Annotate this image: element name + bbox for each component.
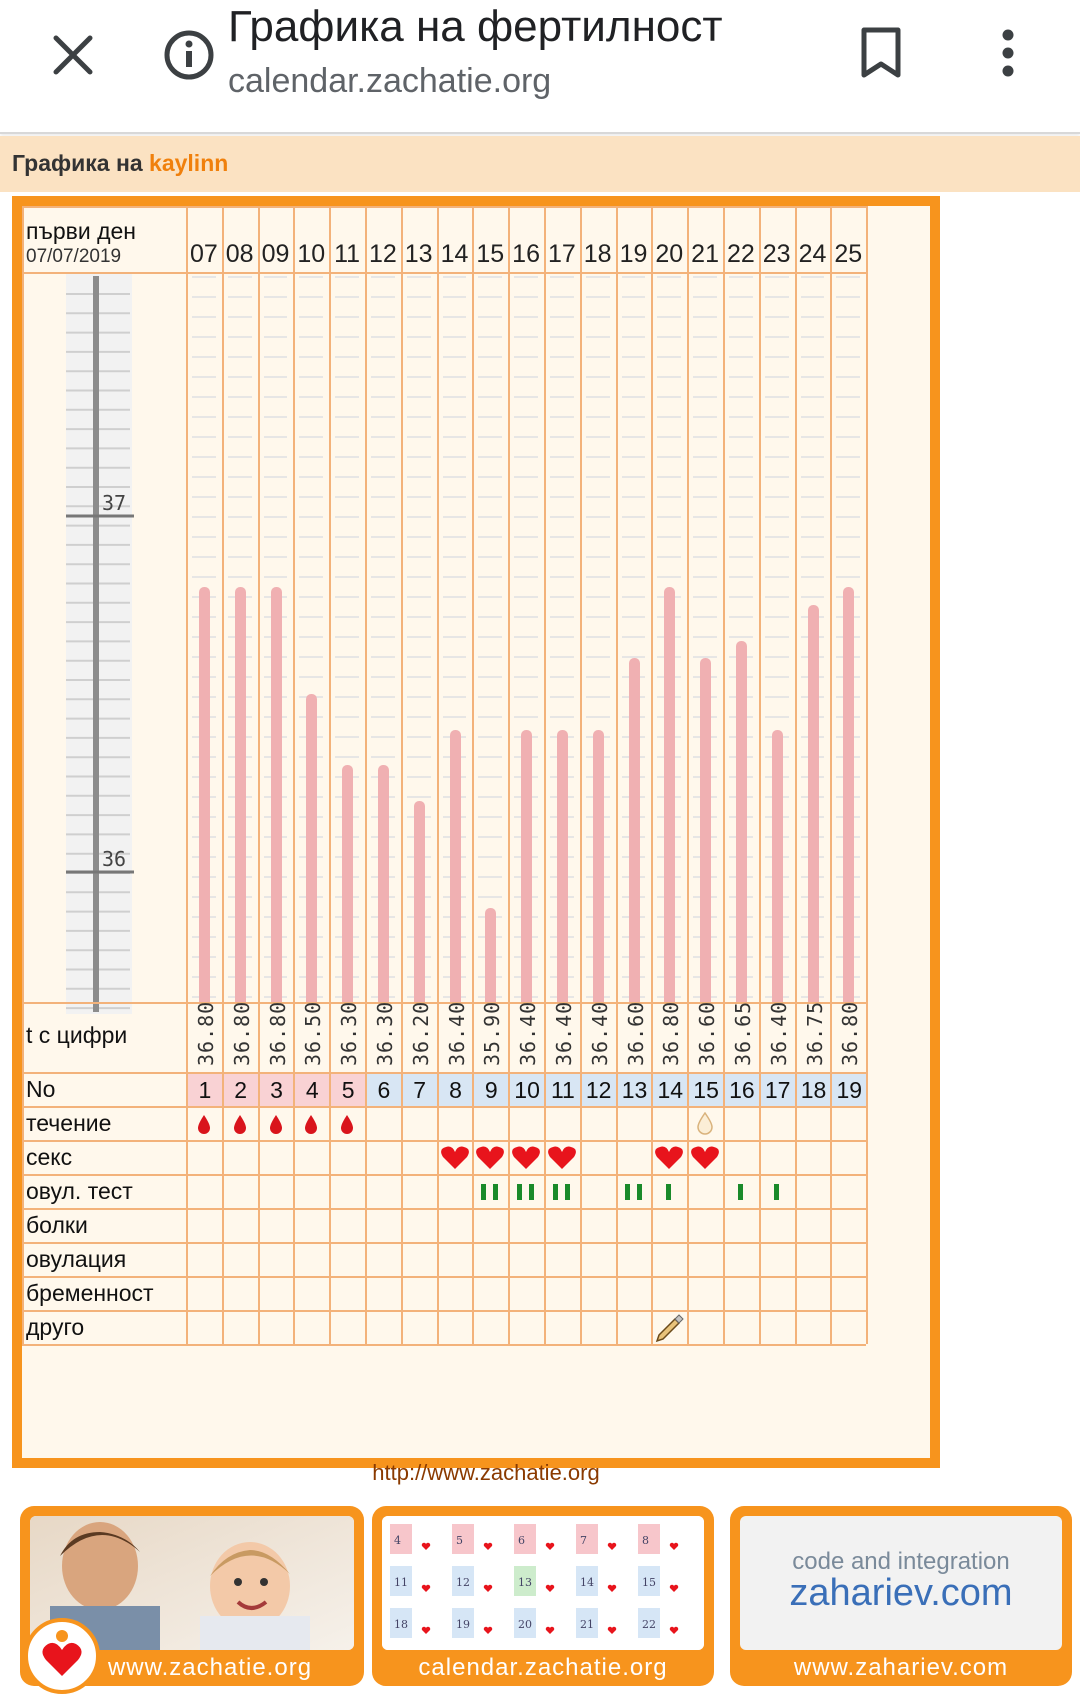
heading-prefix: Графика на: [12, 150, 143, 176]
row-label-no: No: [26, 1076, 56, 1102]
day-label: 16: [512, 240, 540, 268]
day-label: 25: [834, 240, 863, 268]
grid-hline: [22, 1242, 866, 1244]
day-label: 10: [297, 240, 326, 268]
ovulation-test-icon: [517, 1184, 537, 1200]
cycle-day-number[interactable]: 13: [618, 1074, 652, 1106]
heart-icon: [475, 1145, 505, 1171]
cycle-day-number[interactable]: 19: [832, 1074, 866, 1106]
row-label-other: друго: [26, 1314, 85, 1340]
day-label: 15: [476, 240, 505, 268]
footer-url-link[interactable]: http://www.zachatie.org: [372, 1460, 600, 1485]
svg-text:21: 21: [580, 1618, 594, 1631]
row-label-sex: секс: [26, 1144, 73, 1170]
cycle-day-number[interactable]: 18: [797, 1074, 831, 1106]
blood-drop-icon: [232, 1114, 248, 1136]
cycle-day-number[interactable]: 5: [331, 1074, 365, 1106]
grid-vline: [186, 206, 188, 1344]
grid-vline: [293, 206, 295, 1344]
grid-hline: [22, 1106, 866, 1108]
svg-text:15: 15: [642, 1576, 656, 1589]
row-label-ovulation: овулация: [26, 1246, 127, 1272]
temp-bar[interactable]: [485, 908, 496, 1002]
ovulation-test-icon: [625, 1184, 645, 1200]
page-url[interactable]: calendar.zachatie.org: [228, 62, 552, 100]
svg-text:11: 11: [394, 1576, 408, 1589]
temp-bar[interactable]: [808, 605, 819, 1002]
day-label: 23: [762, 240, 791, 268]
scale-label-37: 37: [102, 491, 127, 515]
chart-grid: [22, 206, 930, 1485]
banner-calendar[interactable]: [372, 1506, 714, 1686]
row-label-flow: течение: [26, 1110, 112, 1136]
temp-bar[interactable]: [271, 587, 282, 1002]
banner-zahariev-text: www.zahariev.com: [793, 1654, 1009, 1681]
temp-bar[interactable]: [306, 694, 317, 1002]
blood-drop-icon: [303, 1114, 319, 1136]
close-icon[interactable]: [40, 22, 106, 88]
svg-text:20: 20: [518, 1618, 532, 1631]
temp-bar[interactable]: [199, 587, 210, 1002]
grid-vline: [365, 206, 367, 1344]
heart-icon: [654, 1145, 684, 1171]
cycle-day-number[interactable]: 6: [367, 1074, 401, 1106]
cycle-day-number[interactable]: 14: [653, 1074, 687, 1106]
svg-text:5: 5: [456, 1534, 463, 1547]
first-day-label: първи ден: [26, 218, 136, 244]
cycle-day-number[interactable]: 12: [582, 1074, 616, 1106]
cycle-day-number[interactable]: 4: [295, 1074, 329, 1106]
temp-value: 36.80: [265, 1000, 290, 1066]
grid-hline: [22, 1208, 866, 1210]
temp-value: 36.80: [229, 1000, 254, 1066]
temp-value: 36.30: [373, 1000, 397, 1066]
svg-text:19: 19: [456, 1618, 470, 1631]
temp-bar[interactable]: [772, 730, 783, 1002]
grid-vline: [258, 206, 260, 1344]
ovulation-test-icon: [774, 1184, 782, 1200]
temp-value: 36.40: [444, 1000, 469, 1066]
ovulation-test-icon: [738, 1184, 746, 1200]
svg-text:7: 7: [580, 1534, 587, 1547]
temp-value: 36.60: [623, 1000, 648, 1066]
svg-text:13: 13: [518, 1576, 532, 1589]
temp-bar[interactable]: [342, 765, 353, 1002]
grid-vline: [472, 206, 474, 1344]
grid-vline: [866, 206, 868, 1344]
grid-vline: [580, 206, 582, 1344]
day-label: 24: [798, 240, 827, 268]
heart-icon: [690, 1145, 720, 1171]
chart-header: [0, 136, 1080, 192]
day-label: 11: [334, 240, 361, 268]
day-label: 09: [261, 240, 290, 268]
info-icon[interactable]: [156, 22, 222, 88]
temp-bar[interactable]: [414, 801, 425, 1002]
cycle-day-number[interactable]: 2: [224, 1074, 258, 1106]
temp-bar[interactable]: [557, 730, 568, 1002]
day-label: 13: [404, 240, 433, 268]
temp-bar[interactable]: [843, 587, 854, 1002]
temp-value: 36.40: [587, 1000, 612, 1066]
plot-gridlines: [478, 276, 502, 998]
row-label-temp: t с цифри: [26, 1022, 128, 1048]
grid-vline: [616, 206, 618, 1344]
row-label-ovul_test: овул. тест: [26, 1178, 133, 1204]
bookmark-icon[interactable]: [848, 20, 914, 86]
temp-value: 36.60: [695, 1000, 720, 1066]
temp-value: 36.40: [552, 1000, 576, 1066]
heart-icon: [440, 1145, 470, 1171]
row-label-pregnancy: бременност: [26, 1280, 154, 1306]
more-vert-icon[interactable]: [980, 20, 1036, 86]
svg-text:14: 14: [580, 1576, 594, 1589]
ovulation-test-icon: [666, 1184, 674, 1200]
grid-vline: [508, 206, 510, 1344]
day-label: 12: [368, 240, 397, 268]
first-day-date: 07/07/2019: [26, 246, 122, 267]
scale-label-36: 36: [102, 847, 127, 871]
cycle-day-number[interactable]: 9: [474, 1074, 508, 1106]
temp-value: 35.90: [480, 1000, 505, 1066]
day-label: 14: [440, 240, 469, 268]
temp-bar[interactable]: [593, 730, 604, 1002]
temp-value: 36.50: [301, 1000, 326, 1066]
temp-value: 36.75: [802, 1000, 827, 1066]
grid-vline: [329, 206, 331, 1344]
fertility-chart: [12, 196, 940, 1485]
cycle-day-number[interactable]: 15: [689, 1074, 723, 1106]
grid-hline: [22, 1276, 866, 1278]
grid-vline: [22, 206, 24, 1344]
day-label: 18: [583, 240, 612, 268]
banner-calendar-text: calendar.zachatie.org: [418, 1654, 668, 1681]
temp-value: 36.80: [659, 1000, 684, 1066]
grid-vline: [544, 206, 546, 1344]
temp-bar[interactable]: [629, 658, 640, 1002]
banner-zahariev-box: [740, 1516, 1062, 1650]
temp-bar[interactable]: [700, 658, 711, 1002]
ovulation-test-icon: [481, 1184, 501, 1200]
banner-zahariev[interactable]: [730, 1506, 1072, 1686]
svg-text:4: 4: [394, 1534, 401, 1547]
cycle-day-number[interactable]: 1: [188, 1074, 222, 1106]
blood-drop-icon: [339, 1114, 355, 1136]
day-label: 08: [225, 240, 254, 268]
heart-icon: [511, 1145, 541, 1171]
banner-zachatie-text: www.zachatie.org: [107, 1654, 313, 1681]
grid-vline: [830, 206, 832, 1344]
temp-value: 36.80: [194, 1000, 218, 1066]
temp-bar[interactable]: [235, 587, 246, 1002]
cycle-day-number[interactable]: 11: [546, 1074, 580, 1106]
cycle-day-number[interactable]: 8: [439, 1074, 473, 1106]
temp-bar[interactable]: [664, 587, 675, 1002]
day-label: 20: [655, 240, 684, 268]
temp-value: 36.40: [516, 1000, 541, 1066]
cycle-day-number[interactable]: 17: [761, 1074, 795, 1106]
grid-vline: [795, 206, 797, 1344]
cycle-day-number[interactable]: 7: [403, 1074, 437, 1106]
grid-hline: [22, 1140, 866, 1142]
svg-text:6: 6: [518, 1534, 525, 1547]
temp-bar[interactable]: [521, 730, 532, 1002]
day-label: 21: [691, 240, 719, 268]
day-label: 07: [189, 240, 218, 268]
svg-text:22: 22: [642, 1618, 656, 1631]
ovulation-test-icon: [553, 1184, 573, 1200]
cycle-day-number[interactable]: 16: [725, 1074, 759, 1106]
temp-value: 36.30: [337, 1000, 362, 1066]
grid-hline: [22, 206, 866, 208]
banner-zachatie[interactable]: [20, 1506, 364, 1686]
page-title: Графика на фертилност: [228, 2, 723, 51]
cycle-day-number[interactable]: 3: [260, 1074, 294, 1106]
grid-hline: [22, 1174, 866, 1176]
temp-bar[interactable]: [378, 765, 389, 1002]
day-label: 19: [619, 240, 648, 268]
banner-calendar-preview: [382, 1516, 704, 1650]
temp-bar[interactable]: [450, 730, 461, 1002]
row-label-pain: болки: [26, 1212, 88, 1238]
day-label: 22: [726, 240, 755, 268]
browser-toolbar: [0, 0, 1080, 134]
heart-icon: [547, 1145, 577, 1171]
pencil-icon: [655, 1313, 685, 1343]
blood-drop-icon: [268, 1114, 284, 1136]
temp-value: 36.80: [838, 1000, 863, 1066]
temp-value: 36.65: [731, 1000, 755, 1066]
grid-hline: [22, 272, 866, 274]
zahariev-logo-text: zahariev.com: [789, 1572, 1013, 1614]
temp-value: 36.40: [766, 1000, 791, 1066]
grid-hline: [22, 1310, 866, 1312]
svg-text:12: 12: [456, 1576, 470, 1589]
blood-drop-icon: [196, 1114, 212, 1136]
temperature-scale: [22, 274, 186, 1032]
zahariev-tagline: code and integration: [792, 1548, 1010, 1575]
grid-hline: [22, 1344, 866, 1346]
cycle-day-number[interactable]: 10: [510, 1074, 544, 1106]
grid-vline: [759, 206, 761, 1344]
grid-vline: [723, 206, 725, 1344]
grid-vline: [687, 206, 689, 1344]
day-label: 17: [547, 240, 576, 268]
grid-vline: [651, 206, 653, 1344]
grid-vline: [437, 206, 439, 1344]
svg-text:8: 8: [642, 1534, 649, 1547]
light-flow-icon: [696, 1112, 714, 1136]
grid-vline: [401, 206, 403, 1344]
grid-vline: [222, 206, 224, 1344]
temp-value: 36.20: [408, 1000, 433, 1066]
temp-bar[interactable]: [736, 641, 747, 1002]
svg-text:18: 18: [394, 1618, 408, 1631]
username-link[interactable]: kaylinn: [149, 150, 229, 176]
chart-owner-heading: [12, 150, 228, 177]
